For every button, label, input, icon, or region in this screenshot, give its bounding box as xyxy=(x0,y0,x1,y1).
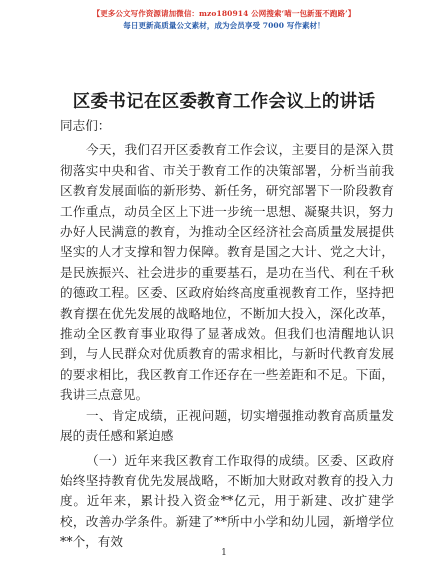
document-body xyxy=(60,116,394,553)
promo-banner-line1: 【更多公文写作资源请加微信：mzo180914 公网搜索‘喵一包新蛋不跑路’】 xyxy=(92,9,356,18)
subsection-1: （一）近年来我区教育工作取得的成绩。区委、区政府始终坚持教育优先发展战略，不断加大财政对教育的投入力度。近年来，累计投入资金**亿元，用于新建、改扩建学校，改善办学条件。新建了**所中小学和幼儿园，新增学位**个，有效 xyxy=(60,452,394,550)
promo-banner-line2: 每日更新高质量公文素材，成为会员享受 7000 写作素材！ xyxy=(123,21,325,30)
page-number: 1 xyxy=(221,548,227,558)
section-heading-1: 一、肯定成绩，正视问题，切实增强推动教育高质量发展的责任感和紧迫感 xyxy=(60,407,394,444)
document-title: 区委书记在区委教育工作会议上的讲话 xyxy=(72,92,376,112)
paragraph-intro: 今天，我们召开区委教育工作会议，主要目的是深入贯彻落实中央和省、市关于教育工作的决策部署，分析当前我区教育发展面临的新形势、新任务，研究部署下一阶段教育工作重点，动员全区上下进一步统一思想、凝聚共识，努力办好人民满意的教育，为推动全区经济社会高质量发展提供坚实的人才支撑和智力保障。教育是国之大计、党之大计，是民族振兴、社会进步的重要基石，是功在当代、利在千秋的德政工程。区委、区政府始终高度重视教育工作，坚持把教育摆在优先发展的战略地位，不断加大投入，深化改革，推动全区教育事业取得了显著成效。但我们也清醒地认识到，与人民群众对优质教育的需求相比，与新时代教育发展的要求相比，我区教育工作还存在一些差距和不足。下面，我讲三点意见。 xyxy=(60,142,394,403)
greeting: 同志们： xyxy=(60,118,111,133)
